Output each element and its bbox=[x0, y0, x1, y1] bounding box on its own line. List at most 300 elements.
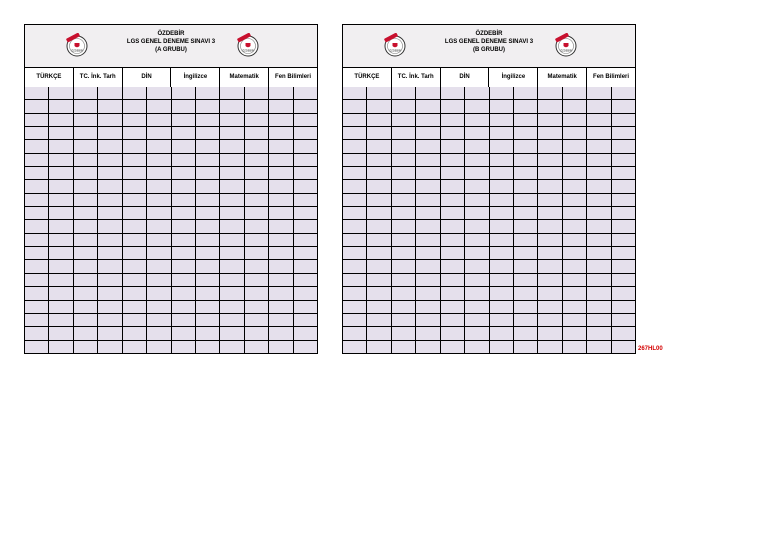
answer-cell[interactable] bbox=[172, 180, 196, 192]
answer-cell[interactable] bbox=[25, 260, 49, 272]
answer-cell[interactable] bbox=[269, 247, 293, 259]
answer-cell[interactable] bbox=[245, 220, 269, 232]
answer-cell[interactable] bbox=[294, 301, 317, 313]
answer-cell[interactable] bbox=[441, 341, 465, 353]
answer-cell[interactable] bbox=[538, 140, 562, 152]
answer-cell[interactable] bbox=[612, 301, 635, 313]
answer-cell[interactable] bbox=[538, 114, 562, 126]
answer-cell[interactable] bbox=[49, 100, 73, 112]
answer-cell[interactable] bbox=[587, 140, 611, 152]
answer-cell[interactable] bbox=[612, 247, 635, 259]
answer-cell[interactable] bbox=[538, 127, 562, 139]
answer-cell[interactable] bbox=[514, 220, 538, 232]
answer-cell[interactable] bbox=[25, 180, 49, 192]
answer-cell[interactable] bbox=[392, 154, 416, 166]
answer-cell[interactable] bbox=[25, 127, 49, 139]
answer-cell[interactable] bbox=[343, 247, 367, 259]
answer-cell[interactable] bbox=[25, 207, 49, 219]
answer-cell[interactable] bbox=[343, 220, 367, 232]
answer-cell[interactable] bbox=[245, 154, 269, 166]
answer-cell[interactable] bbox=[465, 247, 489, 259]
answer-cell[interactable] bbox=[196, 154, 220, 166]
answer-cell[interactable] bbox=[123, 194, 147, 206]
answer-cell[interactable] bbox=[49, 274, 73, 286]
answer-cell[interactable] bbox=[98, 287, 122, 299]
answer-cell[interactable] bbox=[49, 127, 73, 139]
answer-cell[interactable] bbox=[367, 234, 391, 246]
answer-cell[interactable] bbox=[49, 287, 73, 299]
answer-cell[interactable] bbox=[269, 114, 293, 126]
answer-cell[interactable] bbox=[245, 314, 269, 326]
answer-cell[interactable] bbox=[441, 140, 465, 152]
answer-cell[interactable] bbox=[220, 140, 244, 152]
answer-cell[interactable] bbox=[343, 260, 367, 272]
answer-cell[interactable] bbox=[587, 100, 611, 112]
answer-cell[interactable] bbox=[196, 341, 220, 353]
answer-cell[interactable] bbox=[294, 274, 317, 286]
answer-cell[interactable] bbox=[514, 287, 538, 299]
answer-cell[interactable] bbox=[514, 234, 538, 246]
answer-cell[interactable] bbox=[612, 220, 635, 232]
answer-cell[interactable] bbox=[416, 314, 440, 326]
answer-cell[interactable] bbox=[392, 220, 416, 232]
answer-cell[interactable] bbox=[245, 207, 269, 219]
answer-cell[interactable] bbox=[392, 274, 416, 286]
answer-cell[interactable] bbox=[367, 287, 391, 299]
answer-cell[interactable] bbox=[245, 341, 269, 353]
answer-cell[interactable] bbox=[294, 100, 317, 112]
answer-cell[interactable] bbox=[367, 314, 391, 326]
answer-cell[interactable] bbox=[49, 247, 73, 259]
answer-cell[interactable] bbox=[587, 194, 611, 206]
answer-cell[interactable] bbox=[392, 314, 416, 326]
answer-cell[interactable] bbox=[245, 327, 269, 339]
answer-cell[interactable] bbox=[465, 100, 489, 112]
answer-cell[interactable] bbox=[196, 180, 220, 192]
answer-cell[interactable] bbox=[74, 167, 98, 179]
answer-cell[interactable] bbox=[196, 207, 220, 219]
answer-cell[interactable] bbox=[49, 154, 73, 166]
answer-cell[interactable] bbox=[563, 327, 587, 339]
answer-cell[interactable] bbox=[343, 287, 367, 299]
answer-cell[interactable] bbox=[367, 154, 391, 166]
answer-cell[interactable] bbox=[98, 314, 122, 326]
answer-cell[interactable] bbox=[416, 287, 440, 299]
answer-cell[interactable] bbox=[25, 220, 49, 232]
answer-cell[interactable] bbox=[294, 314, 317, 326]
answer-cell[interactable] bbox=[147, 287, 171, 299]
answer-cell[interactable] bbox=[538, 260, 562, 272]
answer-cell[interactable] bbox=[49, 327, 73, 339]
answer-cell[interactable] bbox=[563, 287, 587, 299]
answer-cell[interactable] bbox=[49, 167, 73, 179]
answer-cell[interactable] bbox=[147, 127, 171, 139]
answer-cell[interactable] bbox=[392, 301, 416, 313]
answer-cell[interactable] bbox=[416, 194, 440, 206]
answer-cell[interactable] bbox=[196, 167, 220, 179]
answer-cell[interactable] bbox=[416, 140, 440, 152]
answer-cell[interactable] bbox=[220, 180, 244, 192]
answer-cell[interactable] bbox=[538, 314, 562, 326]
answer-cell[interactable] bbox=[465, 314, 489, 326]
answer-cell[interactable] bbox=[245, 287, 269, 299]
answer-cell[interactable] bbox=[269, 194, 293, 206]
answer-cell[interactable] bbox=[416, 234, 440, 246]
answer-cell[interactable] bbox=[147, 327, 171, 339]
answer-cell[interactable] bbox=[269, 341, 293, 353]
answer-cell[interactable] bbox=[514, 167, 538, 179]
answer-cell[interactable] bbox=[612, 114, 635, 126]
answer-cell[interactable] bbox=[49, 260, 73, 272]
answer-cell[interactable] bbox=[612, 260, 635, 272]
answer-cell[interactable] bbox=[392, 167, 416, 179]
answer-cell[interactable] bbox=[49, 301, 73, 313]
answer-cell[interactable] bbox=[416, 87, 440, 99]
answer-cell[interactable] bbox=[245, 127, 269, 139]
answer-cell[interactable] bbox=[563, 260, 587, 272]
answer-cell[interactable] bbox=[563, 194, 587, 206]
answer-cell[interactable] bbox=[123, 140, 147, 152]
answer-cell[interactable] bbox=[563, 154, 587, 166]
answer-cell[interactable] bbox=[343, 167, 367, 179]
answer-cell[interactable] bbox=[74, 274, 98, 286]
answer-cell[interactable] bbox=[416, 341, 440, 353]
answer-cell[interactable] bbox=[74, 207, 98, 219]
answer-cell[interactable] bbox=[220, 100, 244, 112]
answer-cell[interactable] bbox=[123, 207, 147, 219]
answer-cell[interactable] bbox=[367, 247, 391, 259]
answer-cell[interactable] bbox=[147, 154, 171, 166]
answer-cell[interactable] bbox=[514, 194, 538, 206]
answer-cell[interactable] bbox=[441, 194, 465, 206]
answer-cell[interactable] bbox=[25, 140, 49, 152]
answer-cell[interactable] bbox=[612, 87, 635, 99]
answer-cell[interactable] bbox=[441, 220, 465, 232]
answer-cell[interactable] bbox=[441, 87, 465, 99]
answer-cell[interactable] bbox=[514, 274, 538, 286]
answer-cell[interactable] bbox=[25, 314, 49, 326]
answer-cell[interactable] bbox=[465, 234, 489, 246]
answer-cell[interactable] bbox=[441, 274, 465, 286]
answer-cell[interactable] bbox=[538, 287, 562, 299]
answer-cell[interactable] bbox=[172, 114, 196, 126]
answer-cell[interactable] bbox=[538, 220, 562, 232]
answer-cell[interactable] bbox=[196, 247, 220, 259]
answer-cell[interactable] bbox=[25, 167, 49, 179]
answer-cell[interactable] bbox=[25, 327, 49, 339]
answer-cell[interactable] bbox=[49, 114, 73, 126]
answer-cell[interactable] bbox=[269, 167, 293, 179]
answer-cell[interactable] bbox=[343, 127, 367, 139]
answer-cell[interactable] bbox=[612, 180, 635, 192]
answer-cell[interactable] bbox=[25, 301, 49, 313]
answer-cell[interactable] bbox=[220, 301, 244, 313]
answer-cell[interactable] bbox=[441, 167, 465, 179]
answer-cell[interactable] bbox=[367, 260, 391, 272]
answer-cell[interactable] bbox=[172, 287, 196, 299]
answer-cell[interactable] bbox=[563, 301, 587, 313]
answer-cell[interactable] bbox=[74, 100, 98, 112]
answer-cell[interactable] bbox=[74, 260, 98, 272]
answer-cell[interactable] bbox=[294, 140, 317, 152]
answer-cell[interactable] bbox=[172, 314, 196, 326]
answer-cell[interactable] bbox=[441, 234, 465, 246]
answer-cell[interactable] bbox=[612, 167, 635, 179]
answer-cell[interactable] bbox=[98, 247, 122, 259]
answer-cell[interactable] bbox=[465, 114, 489, 126]
answer-cell[interactable] bbox=[196, 114, 220, 126]
answer-cell[interactable] bbox=[147, 180, 171, 192]
answer-cell[interactable] bbox=[172, 140, 196, 152]
answer-cell[interactable] bbox=[25, 274, 49, 286]
answer-cell[interactable] bbox=[392, 287, 416, 299]
answer-cell[interactable] bbox=[172, 127, 196, 139]
answer-cell[interactable] bbox=[269, 87, 293, 99]
answer-cell[interactable] bbox=[367, 207, 391, 219]
answer-cell[interactable] bbox=[147, 341, 171, 353]
answer-cell[interactable] bbox=[123, 180, 147, 192]
answer-cell[interactable] bbox=[294, 207, 317, 219]
answer-cell[interactable] bbox=[294, 180, 317, 192]
answer-cell[interactable] bbox=[294, 167, 317, 179]
answer-cell[interactable] bbox=[465, 87, 489, 99]
answer-cell[interactable] bbox=[269, 314, 293, 326]
answer-cell[interactable] bbox=[587, 180, 611, 192]
answer-cell[interactable] bbox=[147, 260, 171, 272]
answer-cell[interactable] bbox=[123, 87, 147, 99]
answer-cell[interactable] bbox=[196, 260, 220, 272]
answer-cell[interactable] bbox=[441, 114, 465, 126]
answer-cell[interactable] bbox=[196, 127, 220, 139]
answer-cell[interactable] bbox=[465, 287, 489, 299]
answer-cell[interactable] bbox=[172, 260, 196, 272]
answer-cell[interactable] bbox=[172, 154, 196, 166]
answer-cell[interactable] bbox=[343, 194, 367, 206]
answer-cell[interactable] bbox=[74, 220, 98, 232]
answer-cell[interactable] bbox=[441, 100, 465, 112]
answer-cell[interactable] bbox=[563, 220, 587, 232]
answer-cell[interactable] bbox=[147, 207, 171, 219]
answer-cell[interactable] bbox=[538, 154, 562, 166]
answer-cell[interactable] bbox=[441, 154, 465, 166]
answer-cell[interactable] bbox=[74, 341, 98, 353]
answer-cell[interactable] bbox=[514, 327, 538, 339]
answer-cell[interactable] bbox=[367, 100, 391, 112]
answer-cell[interactable] bbox=[220, 114, 244, 126]
answer-cell[interactable] bbox=[612, 287, 635, 299]
answer-cell[interactable] bbox=[538, 100, 562, 112]
answer-cell[interactable] bbox=[269, 327, 293, 339]
answer-cell[interactable] bbox=[441, 301, 465, 313]
answer-cell[interactable] bbox=[220, 327, 244, 339]
answer-cell[interactable] bbox=[172, 341, 196, 353]
answer-cell[interactable] bbox=[147, 301, 171, 313]
answer-cell[interactable] bbox=[74, 301, 98, 313]
answer-cell[interactable] bbox=[587, 87, 611, 99]
answer-cell[interactable] bbox=[245, 274, 269, 286]
answer-cell[interactable] bbox=[587, 207, 611, 219]
answer-cell[interactable] bbox=[172, 100, 196, 112]
answer-cell[interactable] bbox=[147, 274, 171, 286]
answer-cell[interactable] bbox=[123, 114, 147, 126]
answer-cell[interactable] bbox=[25, 234, 49, 246]
answer-cell[interactable] bbox=[25, 114, 49, 126]
answer-cell[interactable] bbox=[220, 287, 244, 299]
answer-cell[interactable] bbox=[490, 327, 514, 339]
answer-cell[interactable] bbox=[245, 194, 269, 206]
answer-cell[interactable] bbox=[172, 301, 196, 313]
answer-cell[interactable] bbox=[269, 301, 293, 313]
answer-cell[interactable] bbox=[612, 341, 635, 353]
answer-cell[interactable] bbox=[563, 247, 587, 259]
answer-cell[interactable] bbox=[465, 140, 489, 152]
answer-cell[interactable] bbox=[416, 274, 440, 286]
answer-cell[interactable] bbox=[98, 207, 122, 219]
answer-cell[interactable] bbox=[123, 127, 147, 139]
answer-cell[interactable] bbox=[465, 167, 489, 179]
answer-cell[interactable] bbox=[196, 87, 220, 99]
answer-cell[interactable] bbox=[269, 127, 293, 139]
answer-cell[interactable] bbox=[441, 327, 465, 339]
answer-cell[interactable] bbox=[172, 220, 196, 232]
answer-cell[interactable] bbox=[367, 194, 391, 206]
answer-cell[interactable] bbox=[441, 207, 465, 219]
answer-cell[interactable] bbox=[587, 247, 611, 259]
answer-cell[interactable] bbox=[490, 314, 514, 326]
answer-cell[interactable] bbox=[392, 327, 416, 339]
answer-cell[interactable] bbox=[220, 341, 244, 353]
answer-cell[interactable] bbox=[269, 140, 293, 152]
answer-cell[interactable] bbox=[490, 154, 514, 166]
answer-cell[interactable] bbox=[465, 327, 489, 339]
answer-cell[interactable] bbox=[74, 314, 98, 326]
answer-cell[interactable] bbox=[245, 301, 269, 313]
answer-cell[interactable] bbox=[123, 220, 147, 232]
answer-cell[interactable] bbox=[220, 234, 244, 246]
answer-cell[interactable] bbox=[465, 180, 489, 192]
answer-cell[interactable] bbox=[220, 207, 244, 219]
answer-cell[interactable] bbox=[74, 327, 98, 339]
answer-cell[interactable] bbox=[98, 274, 122, 286]
answer-cell[interactable] bbox=[123, 314, 147, 326]
answer-cell[interactable] bbox=[392, 180, 416, 192]
answer-cell[interactable] bbox=[49, 314, 73, 326]
answer-cell[interactable] bbox=[490, 341, 514, 353]
answer-cell[interactable] bbox=[612, 314, 635, 326]
answer-cell[interactable] bbox=[25, 100, 49, 112]
answer-cell[interactable] bbox=[416, 207, 440, 219]
answer-cell[interactable] bbox=[392, 87, 416, 99]
answer-cell[interactable] bbox=[74, 194, 98, 206]
answer-cell[interactable] bbox=[416, 127, 440, 139]
answer-cell[interactable] bbox=[416, 220, 440, 232]
answer-cell[interactable] bbox=[98, 327, 122, 339]
answer-cell[interactable] bbox=[392, 114, 416, 126]
answer-cell[interactable] bbox=[343, 327, 367, 339]
answer-cell[interactable] bbox=[367, 167, 391, 179]
answer-cell[interactable] bbox=[343, 114, 367, 126]
answer-cell[interactable] bbox=[490, 167, 514, 179]
answer-cell[interactable] bbox=[49, 234, 73, 246]
answer-cell[interactable] bbox=[294, 87, 317, 99]
answer-cell[interactable] bbox=[538, 194, 562, 206]
answer-cell[interactable] bbox=[612, 100, 635, 112]
answer-cell[interactable] bbox=[123, 341, 147, 353]
answer-cell[interactable] bbox=[245, 114, 269, 126]
answer-cell[interactable] bbox=[98, 114, 122, 126]
answer-cell[interactable] bbox=[563, 114, 587, 126]
answer-cell[interactable] bbox=[563, 341, 587, 353]
answer-cell[interactable] bbox=[465, 274, 489, 286]
answer-cell[interactable] bbox=[514, 207, 538, 219]
answer-cell[interactable] bbox=[49, 194, 73, 206]
answer-cell[interactable] bbox=[343, 87, 367, 99]
answer-cell[interactable] bbox=[514, 100, 538, 112]
answer-cell[interactable] bbox=[538, 274, 562, 286]
answer-cell[interactable] bbox=[172, 87, 196, 99]
answer-cell[interactable] bbox=[392, 100, 416, 112]
answer-cell[interactable] bbox=[392, 341, 416, 353]
answer-cell[interactable] bbox=[343, 341, 367, 353]
answer-cell[interactable] bbox=[343, 234, 367, 246]
answer-cell[interactable] bbox=[49, 220, 73, 232]
answer-cell[interactable] bbox=[74, 140, 98, 152]
answer-cell[interactable] bbox=[49, 180, 73, 192]
answer-cell[interactable] bbox=[416, 154, 440, 166]
answer-cell[interactable] bbox=[538, 234, 562, 246]
answer-cell[interactable] bbox=[98, 194, 122, 206]
answer-cell[interactable] bbox=[563, 127, 587, 139]
answer-cell[interactable] bbox=[367, 220, 391, 232]
answer-cell[interactable] bbox=[123, 234, 147, 246]
answer-cell[interactable] bbox=[587, 274, 611, 286]
answer-cell[interactable] bbox=[74, 247, 98, 259]
answer-cell[interactable] bbox=[514, 140, 538, 152]
answer-cell[interactable] bbox=[490, 220, 514, 232]
answer-cell[interactable] bbox=[514, 154, 538, 166]
answer-cell[interactable] bbox=[563, 234, 587, 246]
answer-cell[interactable] bbox=[514, 260, 538, 272]
answer-cell[interactable] bbox=[147, 247, 171, 259]
answer-cell[interactable] bbox=[490, 207, 514, 219]
answer-cell[interactable] bbox=[269, 154, 293, 166]
answer-cell[interactable] bbox=[123, 247, 147, 259]
answer-cell[interactable] bbox=[465, 301, 489, 313]
answer-cell[interactable] bbox=[612, 274, 635, 286]
answer-cell[interactable] bbox=[269, 100, 293, 112]
answer-cell[interactable] bbox=[123, 100, 147, 112]
answer-cell[interactable] bbox=[98, 100, 122, 112]
answer-cell[interactable] bbox=[294, 287, 317, 299]
answer-cell[interactable] bbox=[465, 220, 489, 232]
answer-cell[interactable] bbox=[441, 287, 465, 299]
answer-cell[interactable] bbox=[220, 314, 244, 326]
answer-cell[interactable] bbox=[123, 274, 147, 286]
answer-cell[interactable] bbox=[392, 260, 416, 272]
answer-cell[interactable] bbox=[367, 180, 391, 192]
answer-cell[interactable] bbox=[98, 301, 122, 313]
answer-cell[interactable] bbox=[343, 140, 367, 152]
answer-cell[interactable] bbox=[98, 154, 122, 166]
answer-cell[interactable] bbox=[587, 341, 611, 353]
answer-cell[interactable] bbox=[563, 180, 587, 192]
answer-cell[interactable] bbox=[514, 127, 538, 139]
answer-cell[interactable] bbox=[74, 127, 98, 139]
answer-cell[interactable] bbox=[245, 260, 269, 272]
answer-cell[interactable] bbox=[49, 140, 73, 152]
answer-cell[interactable] bbox=[123, 287, 147, 299]
answer-cell[interactable] bbox=[490, 87, 514, 99]
